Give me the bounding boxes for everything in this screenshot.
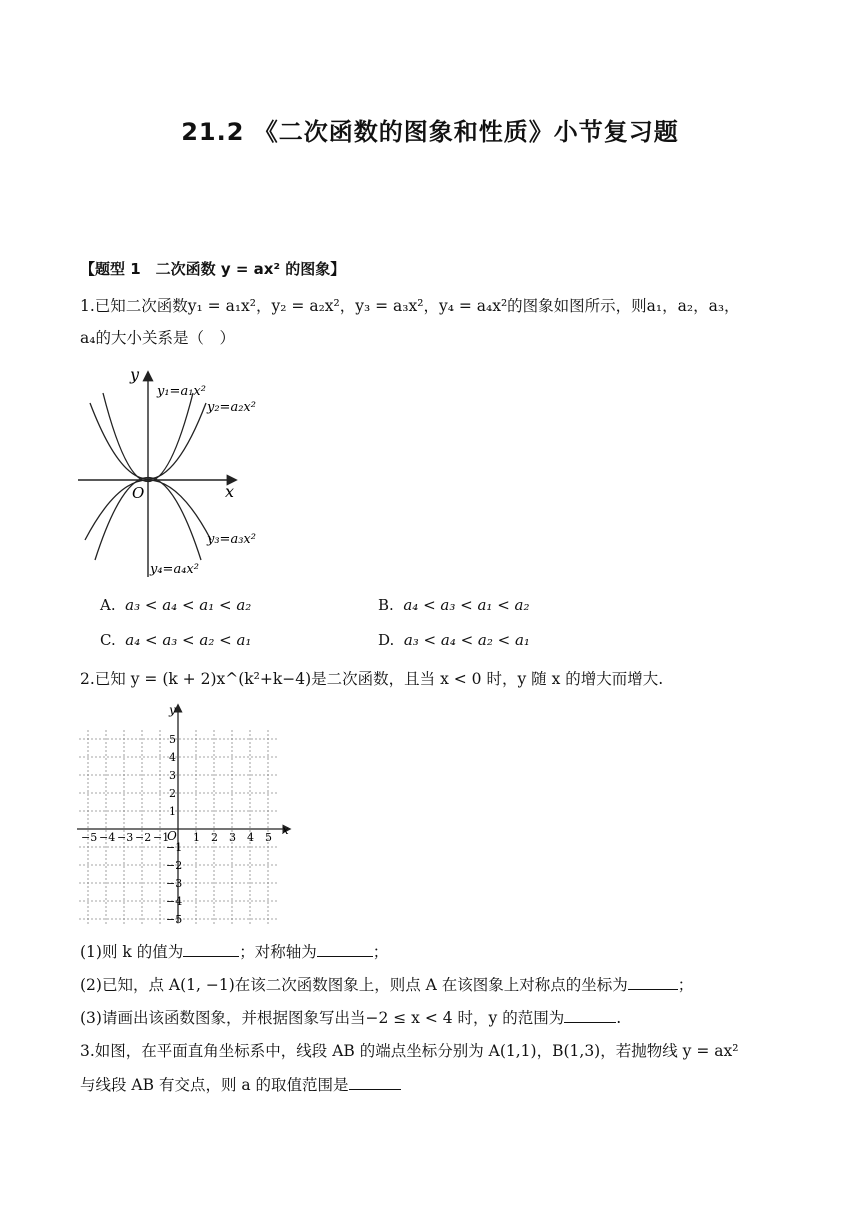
grid-x-tick-label: 2 xyxy=(211,831,218,844)
grid-x-tick-label: 1 xyxy=(193,831,200,844)
q2-part1-end: ； xyxy=(372,943,389,961)
option-text: a₃ < a₄ < a₁ < a₂ xyxy=(125,596,252,614)
q1-option-a[interactable] xyxy=(100,596,251,614)
grid-y-tick-label: 4 xyxy=(169,751,176,764)
grid-x-tick-label: −1 xyxy=(153,831,170,844)
answer-blank-symmetric-point[interactable] xyxy=(628,973,678,990)
grid-x-tick-label: −5 xyxy=(81,831,98,844)
q1-option-c[interactable] xyxy=(100,631,251,649)
q1-parabola-figure xyxy=(75,365,275,580)
q2-part2 xyxy=(80,973,693,996)
curve-label-y3: y₃=a₃x² xyxy=(207,532,256,547)
grid-origin-label: O xyxy=(167,829,177,843)
grid-y-tick-label: −2 xyxy=(166,859,183,872)
q1-option-b[interactable] xyxy=(378,596,529,614)
answer-blank-axis[interactable] xyxy=(317,940,373,957)
grid-x-tick-label: 4 xyxy=(247,831,254,844)
grid-x-tick-label: 5 xyxy=(265,831,272,844)
curve-label-y4: y₄=a₄x² xyxy=(150,562,199,577)
y-axis-label: y xyxy=(130,365,140,384)
grid-y-tick-label: −1 xyxy=(166,841,183,854)
section-heading-1: 【题型 1 二次函数 y = ax² 的图象】 xyxy=(80,260,346,278)
option-text: a₄ < a₃ < a₁ < a₂ xyxy=(403,596,530,614)
option-text: a₄ < a₃ < a₂ < a₁ xyxy=(125,631,252,649)
curve-label-y1: y₁=a₁x² xyxy=(157,384,206,399)
q1-stem-line1: 1.已知二次函数y₁ = a₁x²，y₂ = a₂x²，y₃ = a₃x²，y₄ = a₄x²的图象如图所示，则a₁，a₂，a₃， xyxy=(80,297,740,315)
grid-y-label: y xyxy=(169,703,176,717)
page-title: 21.2 《二次函数的图象和性质》小节复习题 xyxy=(181,118,679,146)
grid-y-tick-label: 2 xyxy=(169,787,176,800)
grid-y-tick-label: 3 xyxy=(169,769,176,782)
grid-x-tick-label: 3 xyxy=(229,831,236,844)
grid-y-tick-label: −3 xyxy=(166,877,183,890)
grid-y-tick-label: −5 xyxy=(166,913,183,924)
q2-part3-text: (3)请画出该函数图象，并根据图象写出当−2 ≤ x < 4 时，y 的范围为 xyxy=(80,1009,565,1027)
x-axis-label: x xyxy=(225,482,235,501)
q2-stem: 2.已知 y = (k + 2)x^(k²+k−4)是二次函数，且当 x < 0 时，y 随 x 的增大而增大. xyxy=(80,670,664,688)
q2-coordinate-grid xyxy=(75,702,300,924)
q2-part3 xyxy=(80,1006,621,1029)
option-letter: D. xyxy=(378,631,395,649)
q3-stem-line2-text: 与线段 AB 有交点，则 a 的取值范围是 xyxy=(80,1076,349,1094)
grid-y-tick-label: 1 xyxy=(169,805,176,818)
option-letter: C. xyxy=(100,631,116,649)
q1-option-d[interactable] xyxy=(378,631,530,649)
q2-part2-end: ； xyxy=(677,976,694,994)
grid-y-tick-label: 5 xyxy=(169,733,176,746)
option-letter: A. xyxy=(100,596,116,614)
answer-blank-k[interactable] xyxy=(183,940,239,957)
option-text: a₃ < a₄ < a₂ < a₁ xyxy=(403,631,530,649)
curve-label-y2: y₂=a₂x² xyxy=(207,400,256,415)
option-letter: B. xyxy=(378,596,394,614)
q3-stem-line2 xyxy=(80,1073,401,1096)
answer-blank-a-range[interactable] xyxy=(349,1073,401,1090)
grid-y-tick-label: −4 xyxy=(166,895,183,908)
grid-x-label: x xyxy=(282,823,289,837)
q2-part3-end: . xyxy=(616,1009,622,1027)
q2-part2-text: (2)已知，点 A(1, −1)在该二次函数图象上，则点 A 在该图象上对称点的坐标为 xyxy=(80,976,628,994)
q2-part1-text: (1)则 k 的值为 xyxy=(80,943,184,961)
grid-x-tick-label: −2 xyxy=(135,831,152,844)
answer-blank-y-range[interactable] xyxy=(564,1006,616,1023)
q2-part1-mid: ；对称轴为 xyxy=(239,943,317,961)
q3-stem-line1: 3.如图，在平面直角坐标系中，线段 AB 的端点坐标分别为 A(1,1)，B(1,3)，若抛物线 y = ax² xyxy=(80,1042,739,1060)
grid-x-tick-label: −4 xyxy=(99,831,116,844)
grid-x-tick-label: −3 xyxy=(117,831,134,844)
origin-label: O xyxy=(132,484,145,502)
q2-part1 xyxy=(80,940,388,963)
q1-stem-line2: a₄的大小关系是（ ） xyxy=(80,329,235,347)
